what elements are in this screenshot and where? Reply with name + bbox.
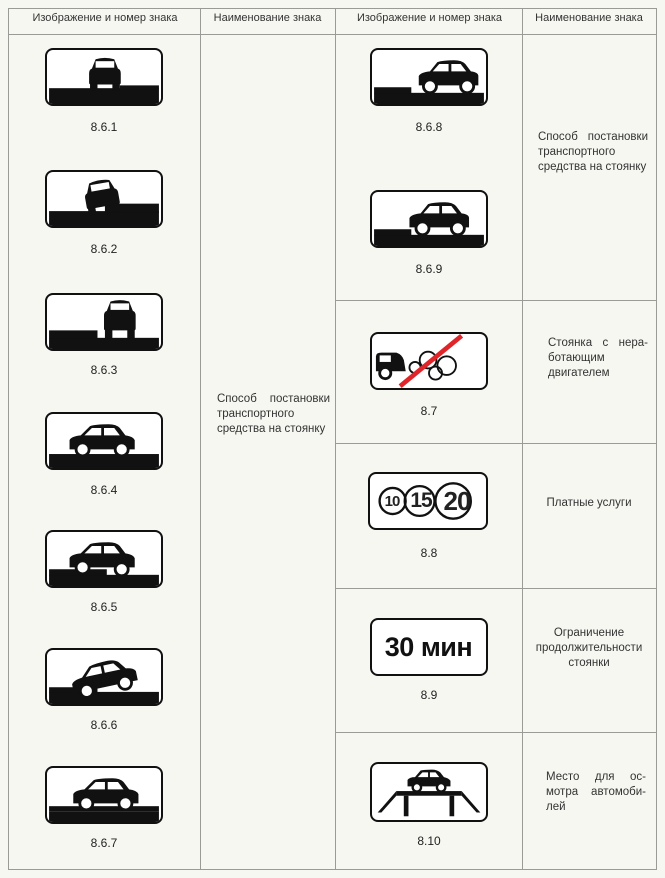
sign-8-6-3: [45, 293, 163, 351]
row-divider: [335, 300, 657, 301]
sign-description: Стоянка с неработающим двигателем: [548, 337, 648, 379]
sign-number: 8.6.8: [415, 120, 443, 134]
row-divider: [335, 443, 657, 444]
fee-circle-15: 15: [410, 489, 432, 512]
sign-8-6-1: [45, 48, 163, 106]
sign-8-9: [370, 618, 488, 676]
sign-8-6-9: [370, 190, 488, 248]
sign-number: 8.6.3: [90, 363, 118, 377]
car-tilted-on-curb-icon: [47, 172, 161, 226]
sign-description: Платные услуги: [546, 497, 632, 509]
car-side-icon: [47, 414, 161, 468]
sign-number: 8.6.5: [90, 600, 118, 614]
sign-description: Место для осмотра автомобилей: [546, 771, 646, 813]
table-border-top: [8, 8, 657, 9]
row-divider: [335, 732, 657, 733]
sign-number: 8.6.2: [90, 242, 118, 256]
sign-number: 8.7: [420, 404, 438, 418]
header-divider: [8, 34, 657, 35]
inspection-ramp-icon: [372, 764, 486, 820]
table-border-bottom: [8, 869, 657, 870]
sign-8-10: [370, 762, 488, 822]
car-front-off-curb-icon: [47, 295, 161, 349]
sign-8-6-8: [370, 48, 488, 106]
sign-number: 8.10: [417, 834, 441, 848]
sign-8-8: [368, 472, 488, 530]
column-header-image-right: Изображение и номер знака: [356, 12, 502, 24]
sign-number: 8.8: [420, 546, 438, 560]
sign-8-6-5: [45, 530, 163, 588]
fee-circle-10: 10: [384, 493, 400, 510]
column-divider: [335, 8, 336, 870]
sign-number: 8.6.1: [90, 120, 118, 134]
column-header-name-left: Наименование знака: [213, 12, 322, 24]
car-tilted-side-icon: [47, 650, 161, 704]
table-border-left: [8, 8, 9, 870]
car-side-half-on-curb-icon: [372, 50, 486, 104]
sign-8-6-7: [45, 766, 163, 824]
sign-number: 8.9: [420, 688, 438, 702]
car-front-on-curb-icon: [47, 50, 161, 104]
sign-8-6-4: [45, 412, 163, 470]
table-border-right: [656, 8, 657, 870]
column-divider: [200, 8, 201, 870]
sign-description: Способ постановки транспортного средства на стоянку: [538, 131, 648, 173]
sign-description: Способ постановки транспортного средства на стоянку: [217, 393, 330, 435]
row-divider: [335, 588, 657, 589]
sign-description: Ограничение продолжительности стоянки: [535, 627, 643, 669]
sign-number: 8.6.4: [90, 483, 118, 497]
car-side-on-sidewalk-icon: [47, 768, 161, 822]
column-divider: [522, 8, 523, 870]
car-side-on-curb-icon: [47, 532, 161, 586]
sign-number: 8.6.6: [90, 718, 118, 732]
time-limit-text: 30 мин: [384, 632, 473, 662]
sign-number: 8.6.9: [415, 262, 443, 276]
sign-8-6-2: [45, 170, 163, 228]
sign-number: 8.6.7: [90, 836, 118, 850]
fee-circle-20: 20: [443, 486, 471, 516]
engine-off-parking-icon: [372, 334, 486, 388]
sign-8-7: [370, 332, 488, 390]
sign-8-6-6: [45, 648, 163, 706]
column-header-name-right: Наименование знака: [535, 12, 643, 24]
car-side-half-off-curb-icon: [372, 192, 486, 246]
column-header-image-left: Изображение и номер знака: [32, 12, 178, 24]
